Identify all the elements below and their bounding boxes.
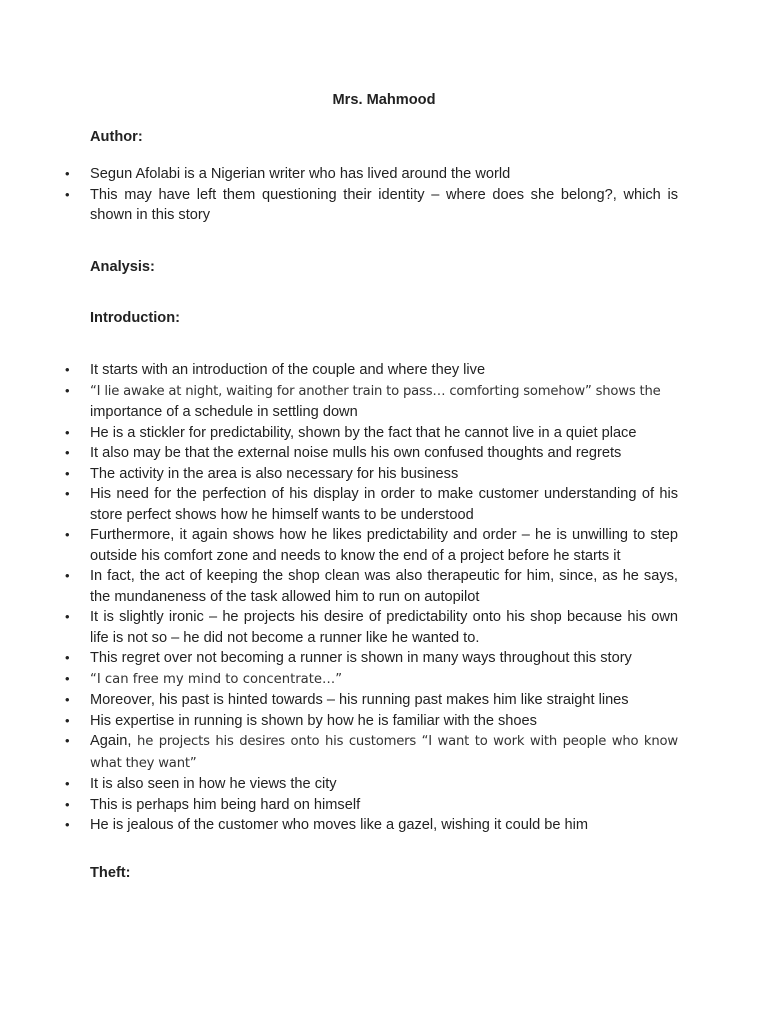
list-item: • This may have left them questioning their identity – where does she belong?, which is shown in this story — [90, 185, 678, 226]
list-item: • He is a stickler for predictability, shown by the fact that he cannot live in a quiet place — [90, 423, 678, 444]
list-item-text: importance of a schedule in settling down — [90, 404, 358, 420]
analysis-heading: Analysis: — [90, 259, 155, 275]
list-item: • This regret over not becoming a runner is shown in many ways throughout this story — [90, 648, 678, 669]
list-item: • It starts with an introduction of the couple and where they live — [90, 360, 678, 381]
list-item: • It is also seen in how he views the city — [90, 774, 678, 795]
list-item: • His expertise in running is shown by how he is familiar with the shoes — [90, 711, 678, 732]
quote-text: “I lie awake at night, waiting for another train to pass… comforting somehow” shows the — [90, 383, 661, 399]
author-heading: Author: — [90, 129, 143, 145]
list-item: • Furthermore, it again shows how he likes predictability and order – he is unwilling to step outside his comfort zone and needs to know the end of a project before he starts it — [90, 525, 678, 566]
list-item: • His need for the perfection of his display in order to make customer understanding of his store perfect shows how he himself wants to be understood — [90, 484, 678, 525]
author-list — [90, 164, 678, 226]
list-item-lead: Again, — [90, 733, 132, 749]
list-item — [90, 669, 678, 691]
introduction-heading: Introduction: — [90, 310, 180, 326]
list-item: • Segun Afolabi is a Nigerian writer who has lived around the world — [90, 164, 678, 185]
list-item: • In fact, the act of keeping the shop clean was also therapeutic for him, since, as he says, the mundaneness of the task allowed him to run on autopilot — [90, 566, 678, 607]
list-item: • It is slightly ironic – he projects his desire of predictability onto his shop because his own life is not so – he did not become a runner like he wanted to. — [90, 607, 678, 648]
list-item — [90, 731, 678, 774]
document-title: Mrs. Mahmood — [332, 92, 436, 108]
quote-text: he projects his desires onto his customers “I want to work with people who know what they want” — [90, 734, 678, 771]
introduction-list — [90, 360, 678, 836]
list-item: • The activity in the area is also necessary for his business — [90, 464, 678, 485]
list-item: • This is perhaps him being hard on himself — [90, 795, 678, 816]
list-item — [90, 381, 678, 423]
list-item: • It also may be that the external noise mulls his own confused thoughts and regrets — [90, 443, 678, 464]
quote-text: “I can free my mind to concentrate…” — [90, 671, 343, 687]
list-item: • Moreover, his past is hinted towards – his running past makes him like straight lines — [90, 690, 678, 711]
list-item: • He is jealous of the customer who moves like a gazel, wishing it could be him — [90, 815, 678, 836]
theft-heading: Theft: — [90, 865, 131, 881]
